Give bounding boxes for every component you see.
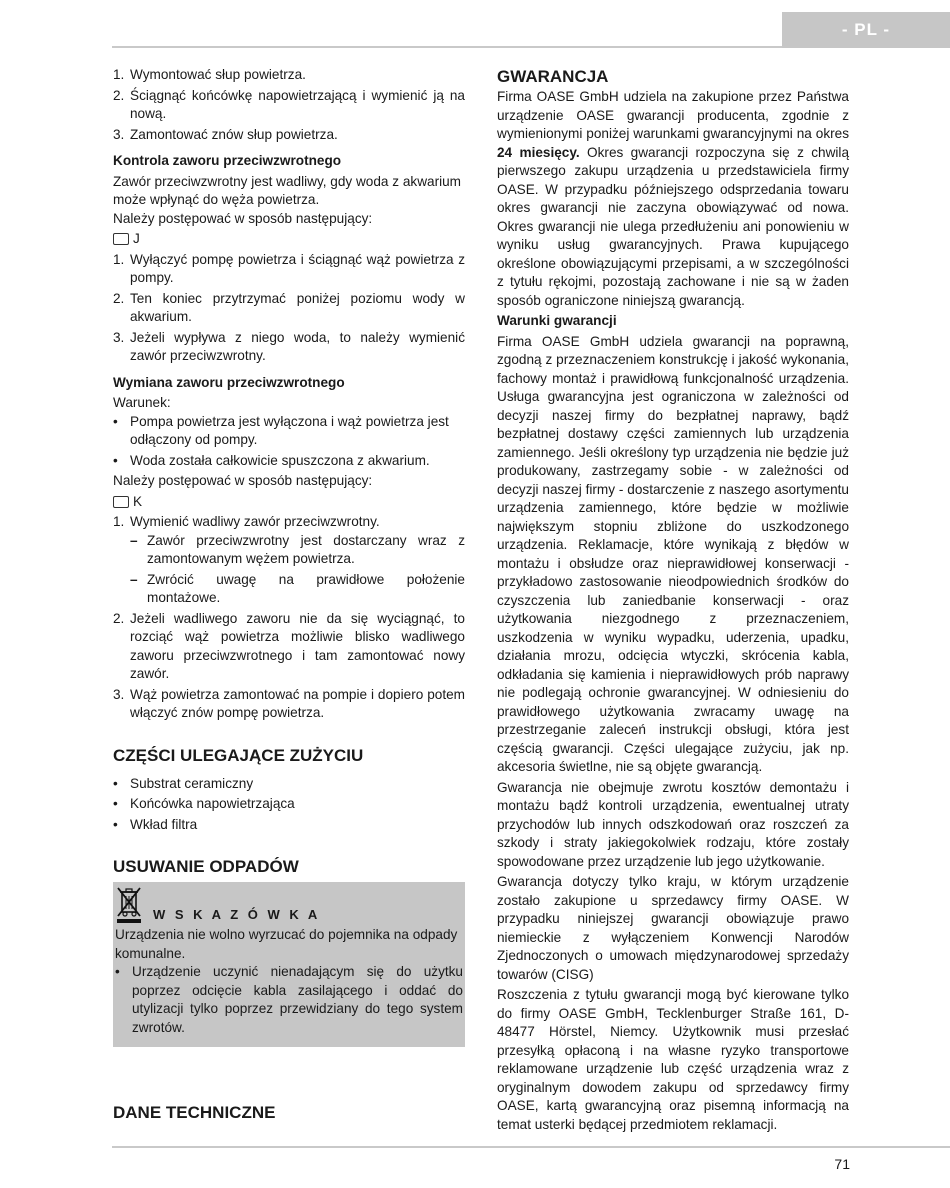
replace-valve-heading: Wymiana zaworu przeciwzwrotnego: [113, 374, 345, 390]
figure-reference-k: [113, 493, 465, 512]
footer-rule: [112, 1146, 950, 1148]
warranty-period: 24 miesięcy.: [497, 144, 580, 160]
list-item: • Substrat ceramiczny: [113, 775, 254, 791]
replace-steps: [113, 513, 465, 723]
list-item: 2. Jeżeli wadliwego zaworu nie da się wyciągnąć, to rozciąć wąż powietrza możliwie blisko wadliwego zaworu przeciwzwrotnego i tam zamontować nowy zawór.: [113, 610, 465, 681]
note-box: [113, 882, 465, 1047]
figure-icon: [113, 233, 129, 245]
check-valve-heading: Kontrola zaworu przeciwzwrotnego: [113, 153, 342, 168]
technical-data-heading: DANE TECHNICZNE: [113, 1103, 276, 1122]
note-list: [115, 963, 463, 1037]
warranty-conditions-paragraph: Firma OASE GmbH udziela gwarancji na poprawną, zgodną z przeznaczeniem konstrukcję i jakość wykonania, fachowy montaż i prawidłową funkcjonalność urządzenia. Usługa gwarancyjna jest ograniczona w zależności od decyzji naszej firmy do bezpłatnej naprawy, bądź bezpłatnej dostawy części zamiennych lub urządzenia zamiennego. Jeśli określony typ urządzenia nie będzie już produkowany, zastrzegamy sobie - w zależności od decyzji naszej firmy - dostarczenie z naszego asortymentu urządzenia zamiennego, które będzie w możliwie największym stopniu zbliżone do uszkodzonego urządzenia. Reklamacje, które wynikają z błędów w montażu i obsłudze oraz nieprawidłowej konserwacji - przykładowo zastosowanie nieodpowiednich środków do czyszczenia lub zaniedbanie konserwacji - oraz użytkowania niezgodnego z przeznaczeniem, uszkodzenia w wyniku wypadku, uderzenia, upadku, działania mrozu, odcięcia wtyczki, skrócenia kabla, odkładania się kamienia i nieprawidłowych prób naprawy nie podlegają ochronie gwarancyjnej. W odniesieniu do prawidłowego użytkowania zwracamy uwagę na przestrzeganie zaleceń instrukcji obsługi, która jest częścią gwarancji. Części ulegające zużyciu, jak np. akcesoria świetlne, nie są objęte gwarancją.: [497, 333, 849, 774]
air-column-steps: [113, 66, 465, 144]
list-item: 1. Wymontować słup powietrza.: [113, 67, 306, 82]
list-item: • Urządzenie uczynić nienadającym się do użytku poprzez odcięcie kabla zasilającego i oddać do utylizacji tylko poprzez przewidziany do tego system zwrotów.: [115, 964, 463, 1035]
list-item: 3. Zamontować znów słup powietrza.: [113, 126, 338, 142]
wear-parts-list: [113, 775, 465, 835]
figure-label: J: [133, 231, 140, 246]
sub-list-item: – Zwrócić uwagę na prawidłowe położenie montażowe.: [130, 571, 465, 605]
list-item: • Pompa powietrza jest wyłączona i wąż powietrza jest odłączony od pompy.: [113, 413, 449, 447]
list-item: 1. Wyłączyć pompę powietrza i ściągnąć wąż powietrza z pompy.: [113, 251, 465, 285]
check-steps: [113, 251, 465, 366]
list-item: 2. Ten koniec przytrzymać poniżej poziomu wody w akwarium.: [113, 290, 465, 324]
procedure-paragraph: Należy postępować w sposób następujący:: [113, 210, 373, 226]
sub-list-item: – Zawór przeciwzwrotny jest dostarczany wraz z zamontowanym wężem powietrza.: [130, 532, 465, 566]
list-item: 3. Wąż powietrza zamontować na pompie i dopiero potem włączyć znów pompę powietrza.: [113, 686, 465, 720]
note-title: W S K A Z Ó W K A: [153, 906, 321, 922]
left-column: [113, 66, 465, 1047]
note-paragraph: Urządzenia nie wolno wyrzucać do pojemnika na odpady komunalne.: [115, 927, 458, 961]
wear-parts-heading: CZĘŚCI ULEGAJĄCE ZUŻYCIU: [113, 745, 364, 765]
list-item: 2. Ściągnąć końcówkę napowietrzającą i wymienić ją na nową.: [113, 87, 465, 121]
figure-label: K: [133, 493, 143, 509]
warranty-paragraph: Firma OASE GmbH udziela na zakupione przez Państwa urządzenie OASE gwarancji producenta, zgodnie z wymienionymi poniżej warunkami gwarancyjnymi na okres 24 miesięcy. Okres gwarancji rozpoczyna się z chwilą pierwszego zakupu urządzenia u przedstawiciela firmy OASE. W przypadku późniejszego odsprzedania towaru okres gwarancji nie zaczyna obowiązywać od nowa. Okres gwarancji nie ulega przedłużeniu ani ponowieniu w wyniku usług gwarancyjnych. Prawa kupującego określone obowiązującymi przepisami, a w szczególności z tytułu rękojmi, pozostają zachowane i nie są w żaden sposób ograniczone niniejszą gwarancją.: [497, 89, 849, 308]
list-item: • Wkład filtra: [113, 816, 198, 832]
list-item: 3. Jeżeli wypływa z niego woda, to należy wymienić zawór przeciwzwrotny.: [113, 329, 465, 363]
warranty-claims-paragraph: Roszczenia z tytułu gwarancji mogą być kierowane tylko do firmy OASE GmbH, Tecklenburger Straße 161, D-48477 Hörstel, Niemcy. Użytkownik musi przesłać przesyłką opłaconą i na własne ryzyko transportowe reklamowane urządzenie lub część urządzenia wraz z oryginalnym dowodem zakupu od sprzedawcy firmy OASE, kartą gwarancyjną oraz pisemną informacją na temat usterki będącej przedmiotem reklamacji.: [497, 987, 849, 1132]
language-tab: - PL -: [782, 12, 950, 48]
warranty-exclusions-paragraph: Gwarancja nie obejmuje zwrotu kosztów demontażu i montażu bądź kontroli urządzenia, ewentualnej utraty przychodów lub innych odszkodowań oraz roszczeń za szkody i straty jakiegokolwiek rodzaju, które zostały spowodowane przez urządzenie lub jego użytkowanie.: [497, 779, 849, 869]
condition-label: Warunek:: [113, 395, 171, 410]
right-column: [497, 66, 849, 1134]
sub-list: [130, 532, 465, 608]
procedure-paragraph: Należy postępować w sposób następujący:: [113, 473, 373, 488]
crossed-bin-icon: [115, 886, 143, 924]
check-paragraph: Zawór przeciwzwrotny jest wadliwy, gdy woda z akwarium może wpłynąć do węża powietrza.: [113, 173, 462, 207]
condition-list: [113, 413, 465, 471]
disposal-heading: USUWANIE ODPADÓW: [113, 857, 299, 876]
warranty-heading: GWARANCJA: [497, 67, 609, 86]
figure-icon: [113, 496, 129, 508]
list-item: • Woda została całkowicie spuszczona z akwarium.: [113, 452, 430, 468]
warranty-jurisdiction-paragraph: Gwarancja dotyczy tylko kraju, w którym urządzenie zostało zakupione u sprzedawcy firmy OASE. W przypadku niniejszej gwarancji obowiązuje prawo niemieckie z wyłączeniem Konwencji Narodów Zjednoczonych o umowach międzynarodowej sprzedaży towarów (CISG): [497, 874, 849, 982]
page-number: 71: [834, 1156, 850, 1172]
header-rule: [112, 46, 782, 48]
figure-reference-j: [113, 230, 465, 249]
list-item: 1. Wymienić wadliwy zawór przeciwzwrotny. – Zawór przeciwzwrotny jest dostarczany wraz z zamontowanym wężem powietrza. – Zwrócić uwagę na prawidłowe położenie montażowe.: [113, 513, 465, 608]
note-header: [115, 886, 463, 924]
warranty-conditions-heading: Warunki gwarancji: [497, 313, 617, 328]
list-item: • Końcówka napowietrzająca: [113, 796, 295, 811]
